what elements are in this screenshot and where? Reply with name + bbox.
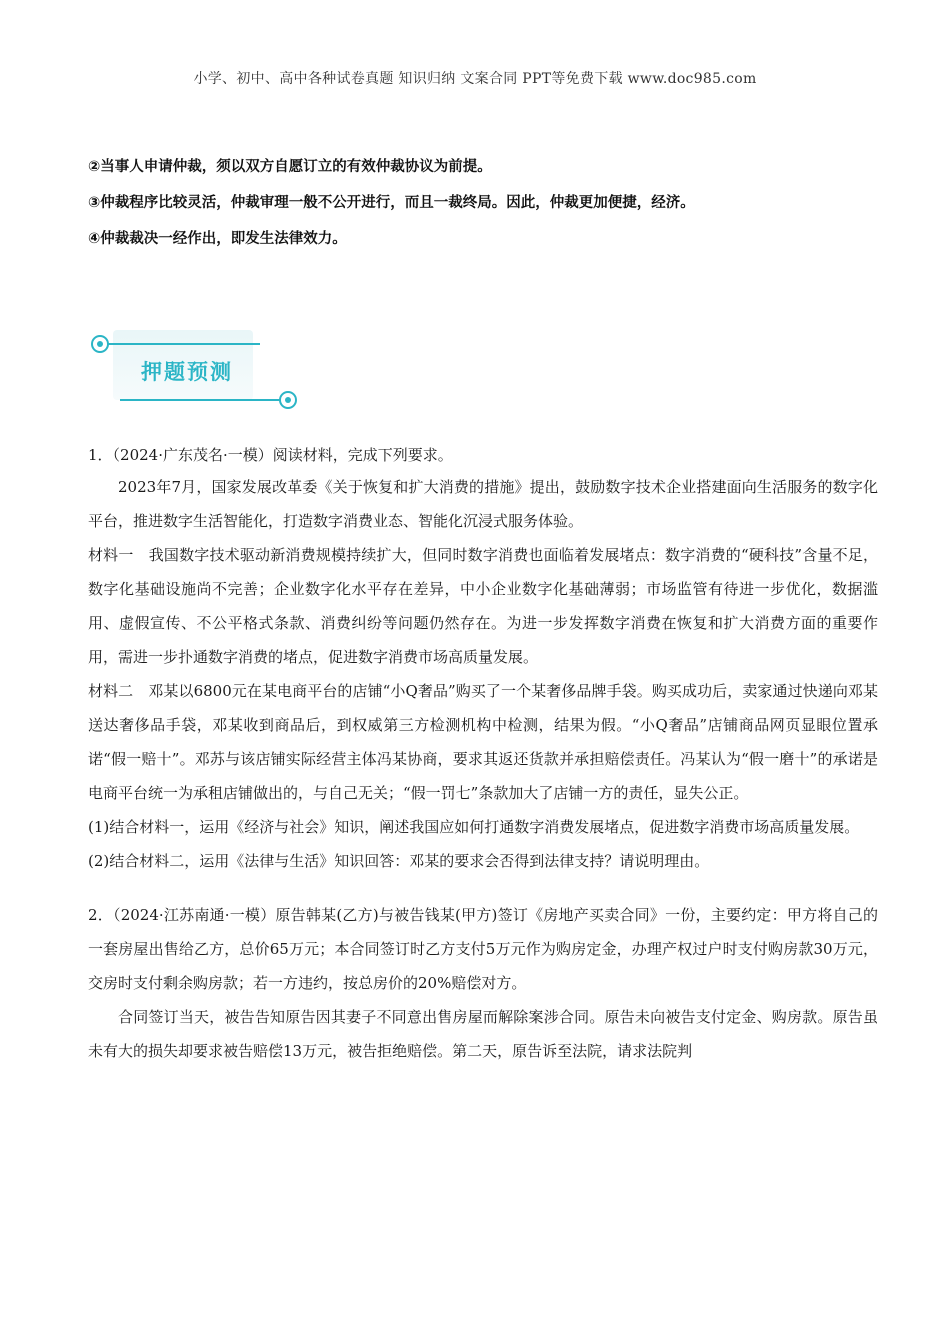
questions xyxy=(88,440,878,1068)
section-banner xyxy=(85,322,305,420)
q1-material-2: 材料二 邓某以6800元在某电商平台的店铺“小Q奢品”购买了一个某奢侈品牌手袋。购买成功后，卖家通过快递向邓某送达奢侈品手袋，邓某收到商品后，到权威第三方检测机构中检测，结果为假。“小Q奢品”店铺商品网页显眼位置承诺“假一赔十”。邓苏与该店铺实际经营主体冯某协商，要求其返还货款并承担赔偿责任。冯某认为“假一磨十”的承诺是电商平台统一为承租店铺做出的，与自己无关；“假一罚七”条款加大了店铺一方的责任，显失公正。 xyxy=(88,682,878,802)
q2-paragraph-2: 合同签订当天，被告告知原告因其妻子不同意出售房屋而解除案涉合同。原告未向被告支付定金、购房款。原告虽未有大的损失却要求被告赔偿13万元，被告拒绝赔偿。第二天，原告诉至法院，请求法院判 xyxy=(88,1008,878,1060)
point-3: ③仲裁程序比较灵活，仲裁审理一般不公开进行，而且一裁终局。因此，仲裁更加便捷，经济。 xyxy=(88,195,695,211)
point-4: ④仲裁裁决一经作出，即发生法律效力。 xyxy=(88,231,347,247)
q1-stem: 1．（2024·广东茂名·一模）阅读材料，完成下列要求。 xyxy=(88,446,453,464)
q1-subquestion-2: (2)结合材料二，运用《法律与生活》知识回答：邓某的要求会否得到法律支持？请说明理由。 xyxy=(88,852,710,870)
point-2: ②当事人申请仲裁，须以双方自愿订立的有效仲裁协议为前提。 xyxy=(88,159,492,175)
arbitration-points xyxy=(88,155,888,263)
banner-title: 押题预测 xyxy=(141,360,233,384)
q1-intro: 2023年7月，国家发展改革委《关于恢复和扩大消费的措施》提出，鼓励数字技术企业搭建面向生活服务的数字化平台，推进数字生活智能化，打造数字消费业态、智能化沉浸式服务体验。 xyxy=(88,478,878,530)
page-header: 小学、初中、高中各种试卷真题 知识归纳 文案合同 PPT等免费下载 www.doc985.com xyxy=(193,71,757,87)
q1-subquestion-1: (1)结合材料一，运用《经济与社会》知识，阐述我国应如何打通数字消费发展堵点，促进数字消费市场高质量发展。 xyxy=(88,818,860,836)
q2-stem: 2．（2024·江苏南通·一模）原告韩某(乙方)与被告钱某(甲方)签订《房地产买卖合同》一份，主要约定：甲方将自己的一套房屋出售给乙方，总价65万元；本合同签订时乙方支付5万元作为购房定金，办理产权过户时支付购房款30万元，交房时支付剩余购房款；若一方违约，按总房价的20%赔偿对方。 xyxy=(88,906,878,992)
q1-material-1: 材料一 我国数字技术驱动新消费规模持续扩大，但同时数字消费也面临着发展堵点：数字消费的“硬科技”含量不足，数字化基础设施尚不完善；企业数字化水平存在差异，中小企业数字化基础薄弱；市场监管有待进一步优化，数据滥用、虚假宣传、不公平格式条款、消费纠纷等问题仍然存在。为进一步发挥数字消费在恢复和扩大消费方面的重要作用，需进一步扑通数字消费的堵点，促进数字消费市场高质量发展。 xyxy=(88,546,878,666)
